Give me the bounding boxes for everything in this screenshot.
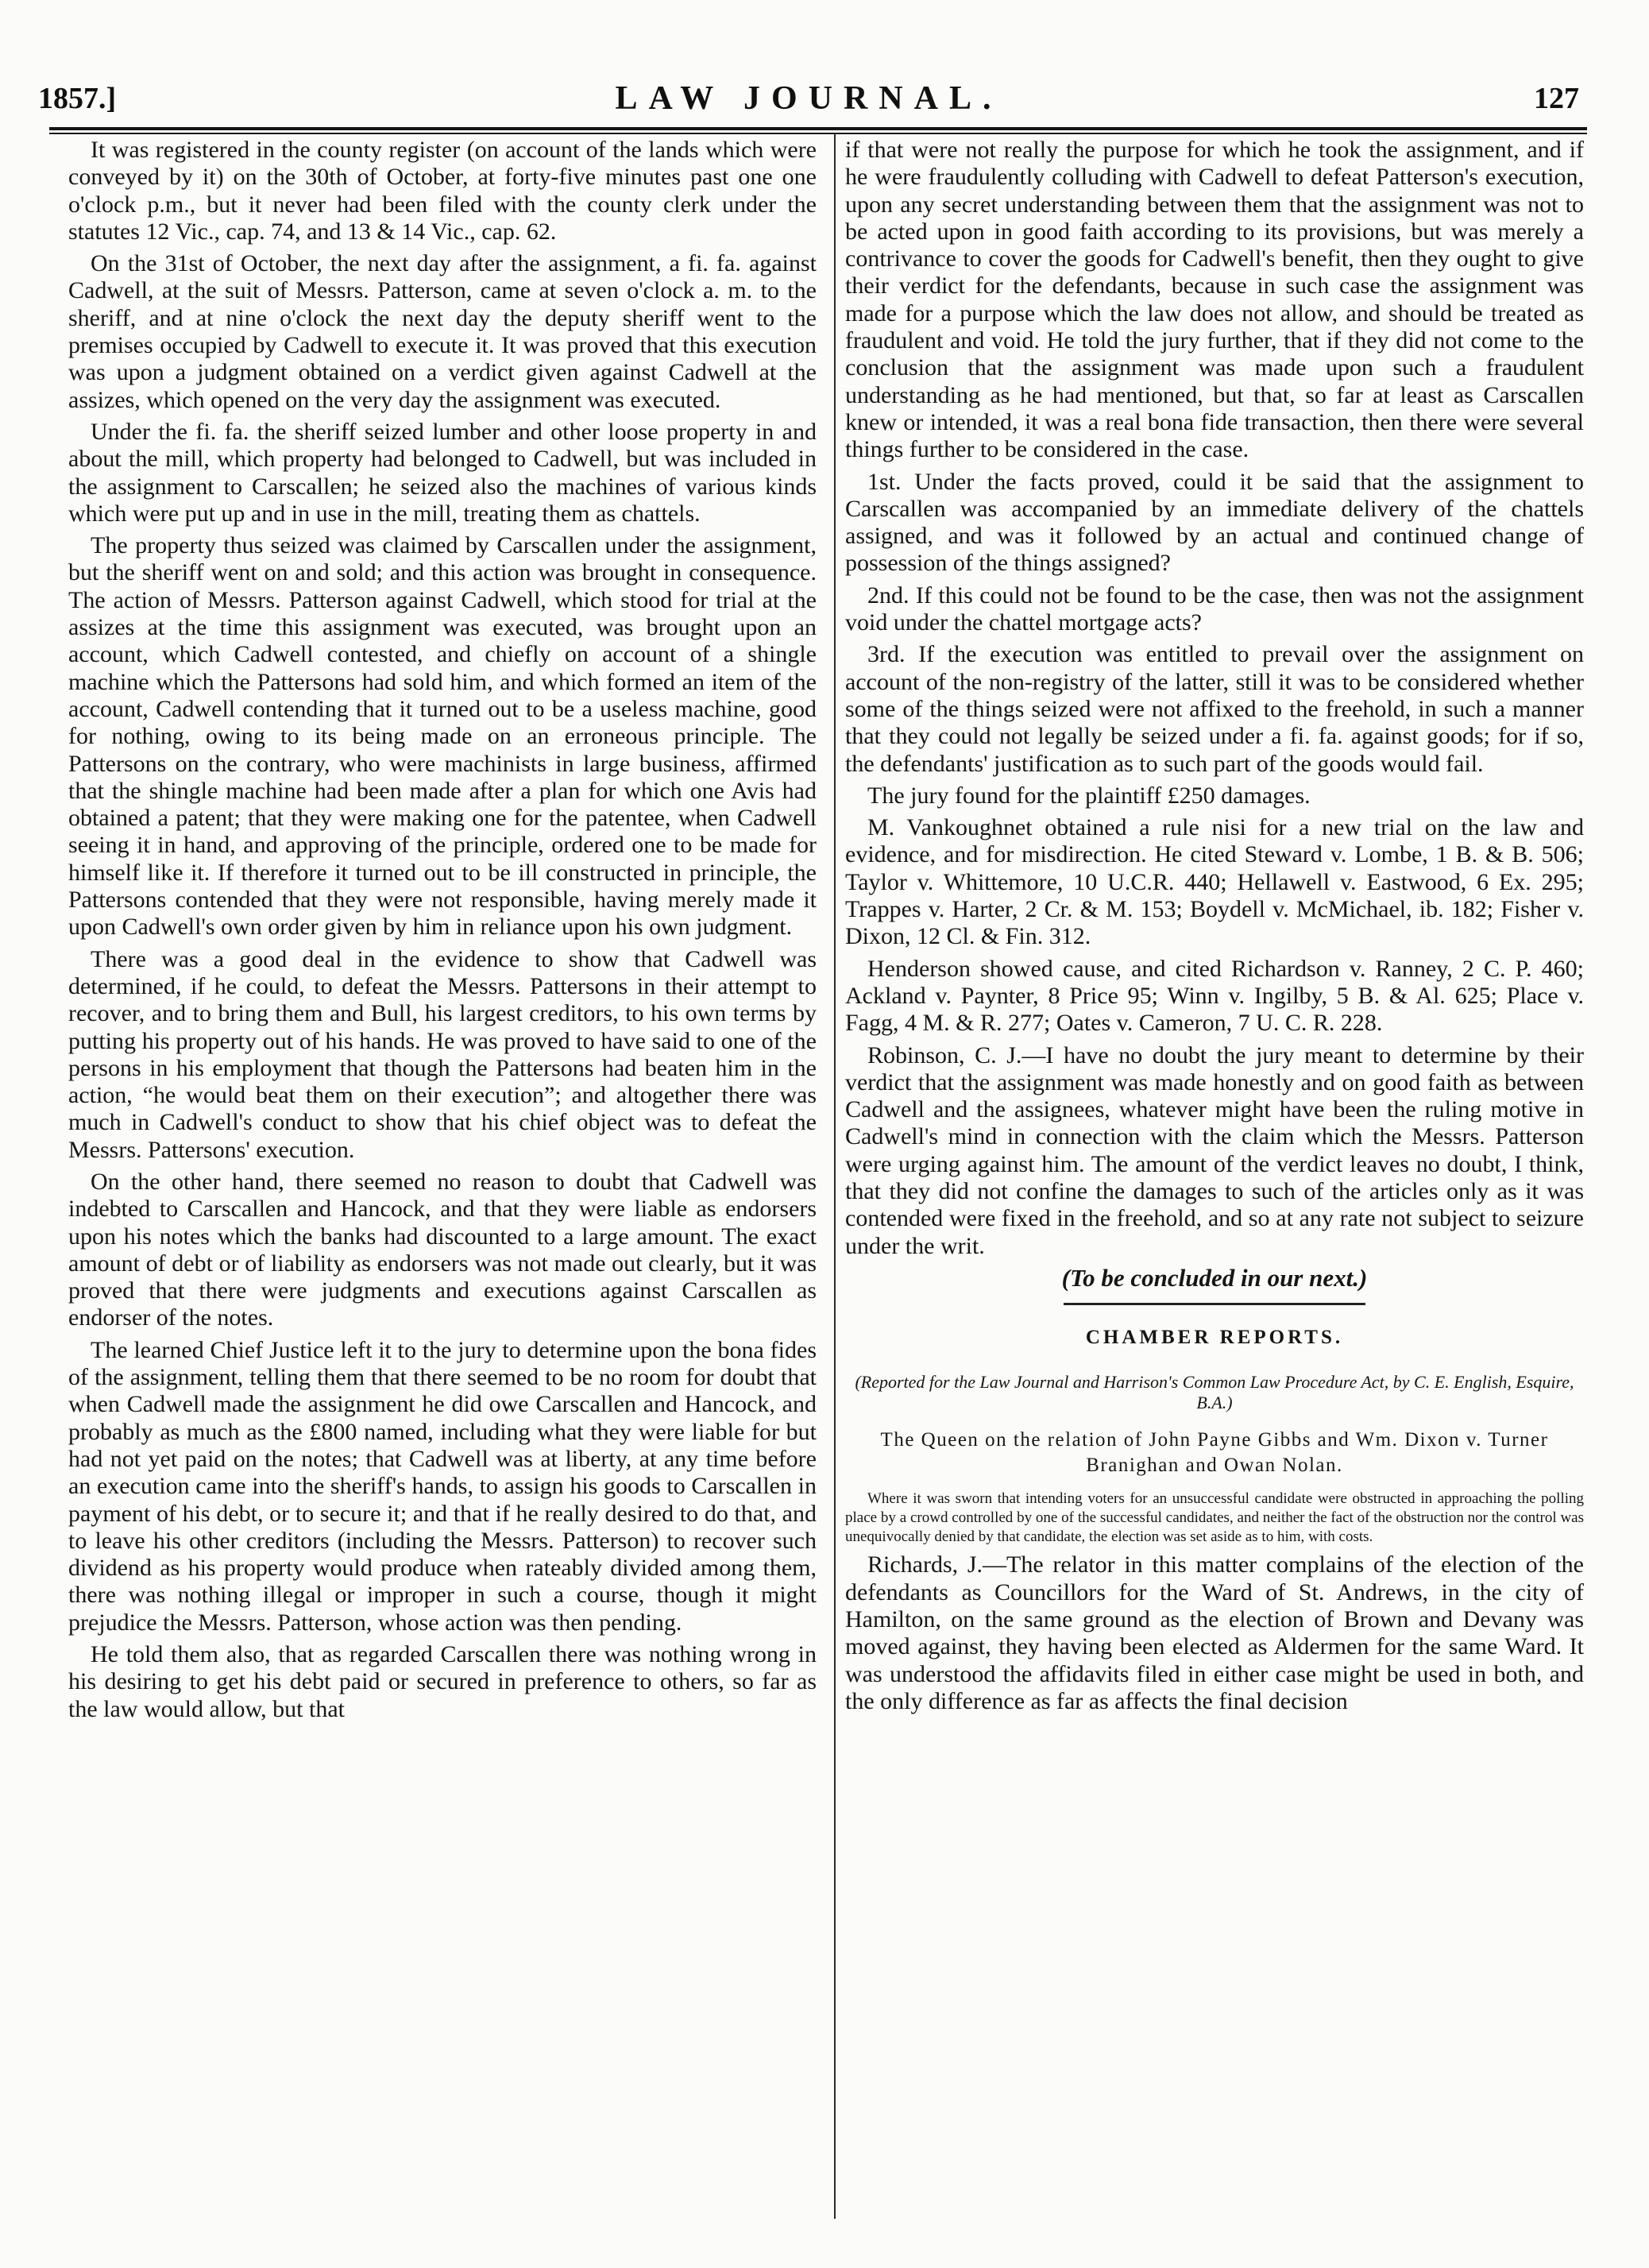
reporter-credit: (Reported for the Law Journal and Harrison's Common Law Procedure Act, by C. E. English, Esquire, B.A.) <box>855 1372 1574 1413</box>
paragraph: He told them also, that as regarded Carscallen there was nothing wrong in his desiring to get his debt paid or secured in preference to others, so far as the law would allow, but that <box>68 1641 817 1722</box>
paragraph: Robinson, C. J.—I have no doubt the jury meant to determine by their verdict that the assignment was made honestly and on good faith as between Cadwell and the assignees, whatever might have been the ruling motive in Cadwell's mind in connection with the claim which the Messrs. Patterson were urging against him. The amount of the verdict leaves no doubt, I think, that they did not confine the damages to such of the articles only as it was contended were fixed in the freehold, and so at any rate not subject to seizure under the writ. <box>845 1041 1584 1259</box>
right-column <box>845 137 1584 1720</box>
paragraph: It was registered in the county register (on account of the lands which were conveyed by it) on the 30th of October, at forty-five minutes past one one o'clock p.m., but it never had been filed with the county clerk under the statutes 12 Vic., cap. 74, and 13 & 14 Vic., cap. 62. <box>68 137 817 245</box>
paragraph: M. Vankoughnet obtained a rule nisi for a new trial on the law and evidence, and for misdirection. He cited Steward v. Lombe, 1 B. & B. 506; Taylor v. Whittemore, 10 U.C.R. 440; Hellawell v. Eastwood, 6 Ex. 295; Trappes v. Harter, 2 Cr. & M. 153; Boydell v. McMichael, ib. 182; Fisher v. Dixon, 12 Cl. & Fin. 312. <box>845 814 1584 950</box>
paragraph: 3rd. If the execution was entitled to prevail over the assignment on account of the non-registry of the latter, still it was to be considered whether some of the things seized were not affixed to the freehold, in such a manner that they could not legally be seized under a fi. fa. against goods; for if so, the defendants' justification as to such part of the goods would fail. <box>845 641 1584 777</box>
continued-note: (To be concluded in our next.) <box>1061 1263 1368 1292</box>
paragraph: Henderson showed cause, and cited Richardson v. Ranney, 2 C. P. 460; Ackland v. Paynter, 8 Price 95; Winn v. Ingilby, 5 B. & Al. 625; Place v. Fagg, 4 M. & R. 277; Oates v. Cameron, 7 U. C. R. 228. <box>845 955 1584 1037</box>
paragraph: 2nd. If this could not be found to be the case, then was not the assignment void under the chattel mortgage acts? <box>845 581 1584 636</box>
column-divider <box>834 133 836 2219</box>
paragraph: 1st. Under the facts proved, could it be said that the assignment to Carscallen was accompanied by an immediate delivery of the chattels assigned, and was it followed by an actual and continued change of possession of the things assigned? <box>845 468 1584 577</box>
paragraph: The jury found for the plaintiff £250 damages. <box>867 782 1311 809</box>
paragraph: Under the fi. fa. the sheriff seized lumber and other loose property in and about the mill, which property had belonged to Cadwell, but was included in the assignment to Carscallen; he seized also the machines of various kinds which were put up and in use in the mill, treating them as chattels. <box>68 418 817 527</box>
paragraph: Richards, J.—The relator in this matter complains of the election of the defendants as Councillors for the Ward of St. Andrews, in the city of Hamilton, on the same ground as the election of Brown and Devany was moved against, they having been elected as Aldermen for the same Ward. It was understood the affidavits filed in either case might be used in both, and the only difference as far as affects the final decision <box>845 1551 1584 1714</box>
case-title: The Queen on the relation of John Payne Gibbs and Wm. Dixon v. Turner Branighan and Owan Nolan. <box>880 1429 1549 1477</box>
paragraph: if that were not really the purpose for which he took the assignment, and if he were fraudulently colluding with Cadwell to defeat Patterson's execution, upon any secret understanding between them that the assignment was not to be acted upon in good faith according to its provisions, but was merely a contrivance to cover the goods for Cadwell's benefit, then they ought to give their verdict for the defendants, because in such case the assignment was made for a purpose which the law does not allow, and should be treated as fraudulent and void. He told the jury further, that if they did not come to the conclusion that the assignment was made upon such a fraudulent understanding as he had mentioned, but that, so far at least as Carscallen knew or intended, it was a real bona fide transaction, then there were several things further to be considered in the case. <box>845 137 1584 463</box>
header-rule <box>49 127 1587 130</box>
header-title: LAW JOURNAL. <box>615 80 1002 117</box>
running-header <box>38 76 1579 124</box>
paragraph: On the 31st of October, the next day after the assignment, a fi. fa. against Cadwell, at the suit of Messrs. Patterson, came at seven o'clock a. m. to the sheriff, and at nine o'clock the next day the deputy sheriff went to the premises occupied by Cadwell to execute it. It was proved that this execution was upon a judgment obtained on a verdict given against Cadwell at the assizes, which opened on the very day the assignment was executed. <box>68 250 817 413</box>
section-rule <box>1064 1303 1365 1305</box>
paragraph: The learned Chief Justice left it to the jury to determine upon the bona fides of the assignment, telling them that there seemed to be no room for doubt that when Cadwell made the assignment he did owe Carscallen and Hancock, and probably as much as the £800 named, including what they were liable for but had not yet paid on the notes; that Cadwell was at liberty, at any time before an execution came into the sheriff's hands, to assign his goods to Carscallen in payment of his debt, or to secure it; and that if he really desired to do that, and to leave his other creditors (including the Messrs. Patterson) to recover such dividend as his property would produce when rateably divided among them, there was nothing illegal or improper in such a course, though it might prejudice the Messrs. Patterson, whose action was then pending. <box>68 1336 817 1636</box>
paragraph: On the other hand, there seemed no reason to doubt that Cadwell was indebted to Carscallen and Hancock, and that they were liable as endorsers upon his notes which the banks had discounted to a large amount. The exact amount of debt or of liability as endorsers was not made out clearly, but it was proved that there were judgments and executions against Carscallen as endorser of the notes. <box>68 1168 817 1331</box>
paragraph: There was a good deal in the evidence to show that Cadwell was determined, if he could, to defeat the Messrs. Pattersons in their attempt to recover, and to bring them and Bull, his largest creditors, to his own terms by putting his property out of his hands. He was proved to have said to one of the persons in his employment that though the Pattersons had beaten him in the action, “he would beat them on their execution”; and altogether there was much in Cadwell's conduct to show that his chief object was to defeat the Messrs. Pattersons' execution. <box>68 945 817 1163</box>
header-rule-thin <box>49 133 1587 134</box>
left-column <box>68 137 817 1728</box>
paragraph: The property thus seized was claimed by Carscallen under the assignment, but the sheriff went on and sold; and this action was brought in consequence. The action of Messrs. Patterson against Cadwell, which stood for trial at the assizes at the time this assignment was executed, was brought upon an account, which Cadwell contested, and chiefly on account of a shingle machine which the Pattersons had sold him, and which formed an item of the account, Cadwell contending that it turned out to be a useless machine, good for nothing, owing to its being made on an erroneous principle. The Pattersons on the contrary, who were machinists in large business, affirmed that the shingle machine had been made after a plan for which one Avis had obtained a patent; that they were making one for the patentee, when Cadwell seeing it in hand, and approving of the principle, ordered one to be made for himself like it. If therefore it turned out to be ill constructed in principle, the Pattersons contended that they were not responsible, having merely made it upon Cadwell's own order given by him in reliance upon his own judgment. <box>68 532 817 941</box>
section-title: CHAMBER REPORTS. <box>1085 1327 1344 1349</box>
head-note: Where it was sworn that intending voters for an unsuccessful candidate were obstructed in approaching the polling place by a crowd controlled by one of the successful candidates, and neither the fact of the obstruction nor the control was unequivocally denied by that candidate, the election was set aside as to him, with costs. <box>845 1490 1584 1546</box>
header-year: 1857.] <box>38 82 117 115</box>
page-number: 127 <box>1534 82 1579 115</box>
